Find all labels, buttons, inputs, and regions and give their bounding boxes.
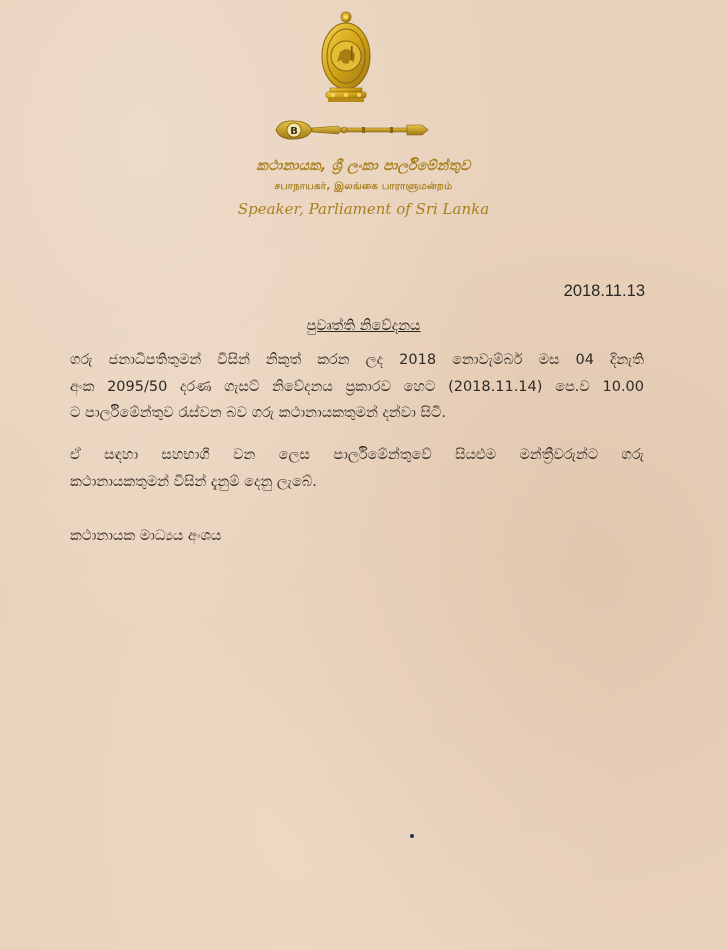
paragraph-line: ඒ සඳහා සහභාගී වන ලෙස පාර්ලිමේන්තුවේ සියළුම මන්ත්‍රීවරුන්ට ගරු (70, 447, 644, 463)
paragraph-line: කථානායකතුමන් විසින් දැනුම් දෙනු ලැබේ. (70, 473, 317, 490)
letterhead-title-sinhala: කථානායක, ශ්‍රී ලංකා පාර්ලිමේන්තුව (256, 158, 471, 174)
sri-lanka-emblem-icon (320, 10, 372, 104)
paragraph-notice (70, 442, 644, 495)
parliament-mace-icon (272, 117, 432, 143)
paragraph-line: අංක 2095/50 දරණ ගැසට් නිවේදනය ප්‍රකාරව හෙට (2018.11.14) පෙ.ව 10.00 (70, 378, 644, 395)
letterhead-title-english: Speaker, Parliament of Sri Lanka (237, 200, 490, 218)
paragraph-line: ට පාර්ලිමේන්තුව රැස්වන බව ගරු කථානායකතුමන් දන්වා සිටී. (70, 405, 446, 421)
ink-speck (410, 834, 414, 838)
document-date: 2018.11.13 (563, 282, 645, 300)
paragraph-line: ගරු ජනාධිපතිතුමන් විසින් නිකුත් කරන ලද 2018 නොවැම්බර් මස 04 දිනැති (70, 352, 644, 368)
letterhead-title-tamil: சபாநாயகர், இலங்கை பாராளுமன்றம் (274, 181, 453, 192)
mace-letter: B (290, 126, 298, 137)
paragraph-announcement (70, 347, 644, 427)
press-release-heading: පුවෘත්ති නිවේදනය (306, 318, 421, 334)
signoff-media-division: කථානායක මාධ්‍යය අංශය (70, 528, 222, 544)
